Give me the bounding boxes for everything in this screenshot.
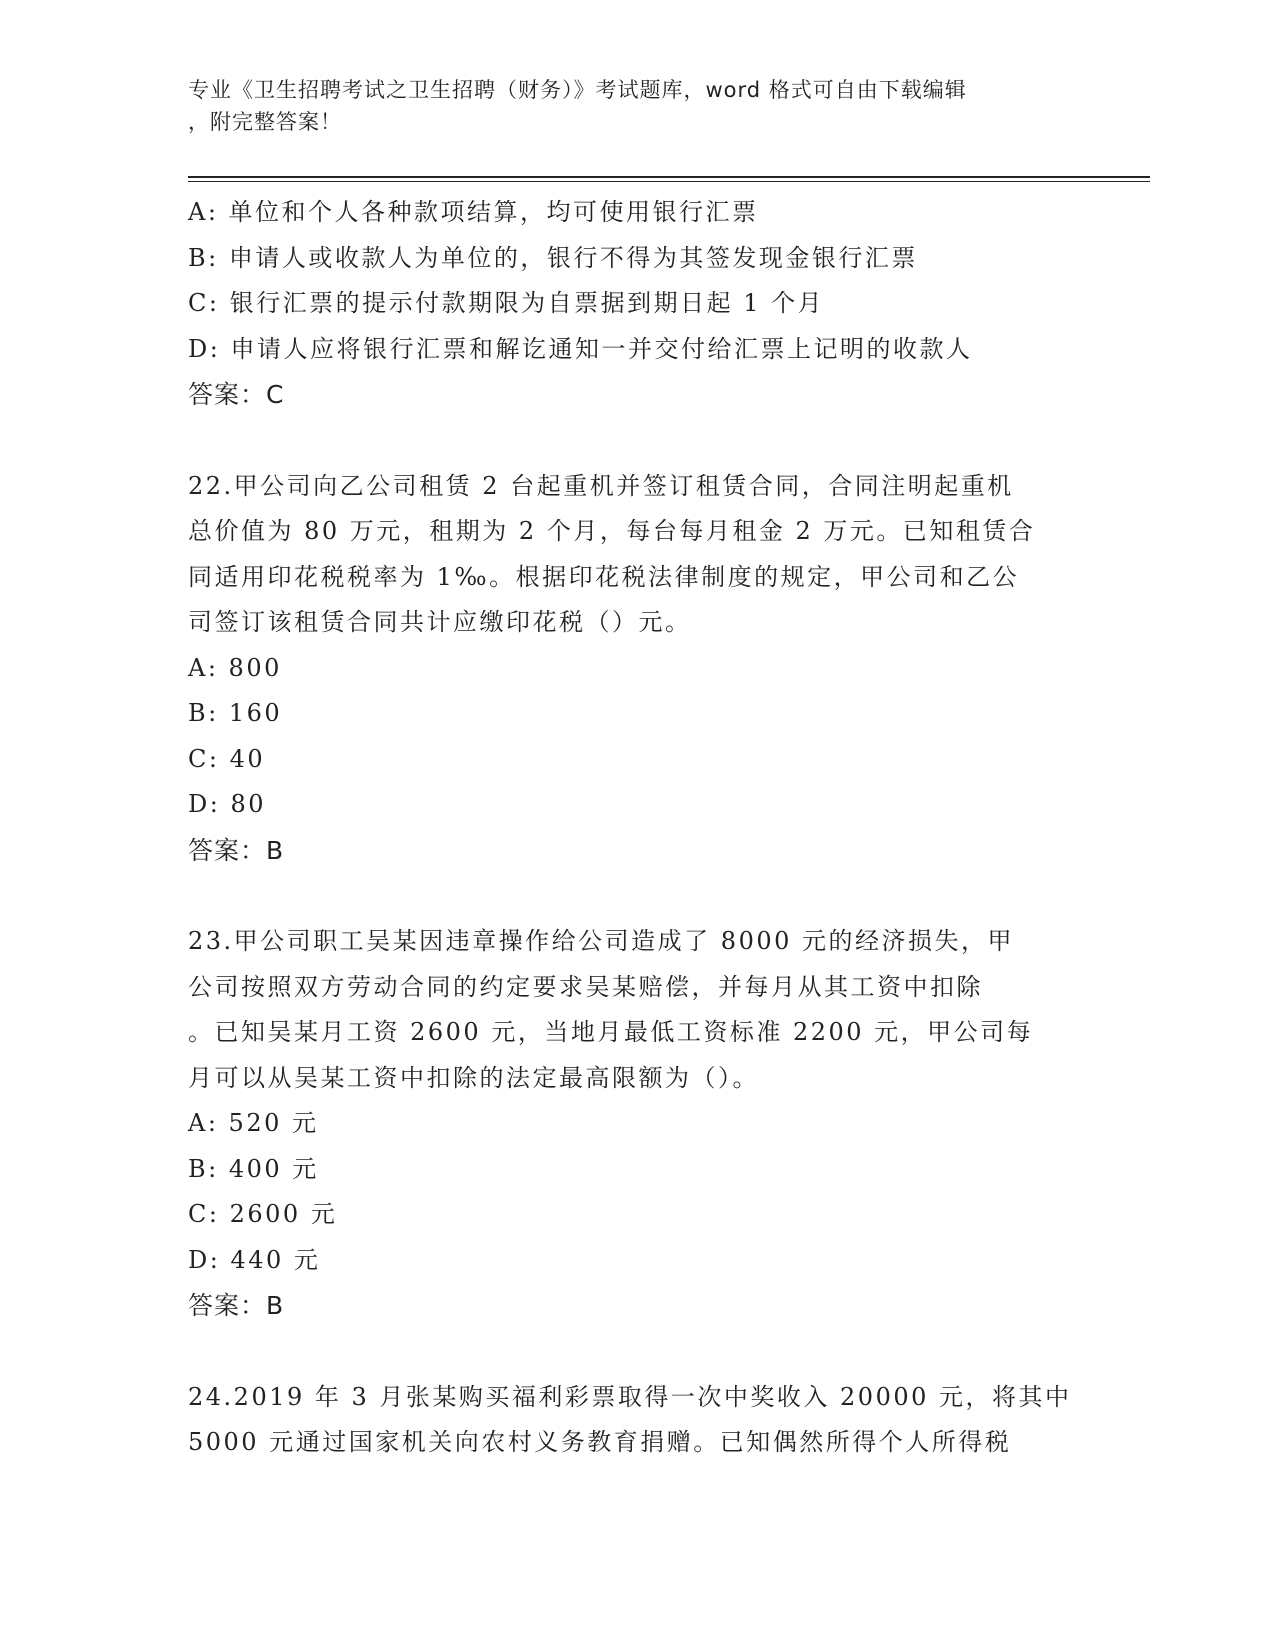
question-list xyxy=(188,190,1088,1466)
question-text-line: 月可以从吴某工资中扣除的法定最高限额为（）。 xyxy=(188,1063,759,1092)
option-a: A: 520 元 xyxy=(188,1109,319,1137)
question-text-line: 司签订该租赁合同共计应缴印花税（）元。 xyxy=(188,608,692,636)
question-spacer xyxy=(188,873,1088,919)
question-spacer xyxy=(188,1329,1088,1375)
question-text-line: 。已知吴某月工资 2600 元，当地月最低工资标准 2200 元，甲公司每 xyxy=(188,1018,1034,1046)
answer-line: 答案：B xyxy=(188,835,285,865)
option-b: B: 申请人或收款人为单位的，银行不得为其签发现金银行汇票 xyxy=(188,243,918,272)
question-text-line: 22.甲公司向乙公司租赁 2 台起重机并签订租赁合同，合同注明起重机 xyxy=(188,471,1014,500)
document-header xyxy=(188,74,1088,138)
option-a: A: 800 xyxy=(188,653,282,682)
option-b: B: 400 元 xyxy=(188,1154,319,1183)
question-24 xyxy=(188,1375,1088,1466)
answer-line: 答案：B xyxy=(188,1291,285,1320)
question-text-line: 总价值为 80 万元，租期为 2 个月，每台每月租金 2 万元。已知租赁合 xyxy=(188,517,1036,545)
question-22 xyxy=(188,464,1088,874)
option-b: B: 160 xyxy=(188,699,283,727)
question-text-line: 同适用印花税税率为 1‰。根据印花税法律制度的规定，甲公司和乙公 xyxy=(188,562,1020,591)
option-a: A: 单位和个人各种款项结算，均可使用银行汇票 xyxy=(188,198,759,226)
option-d: D: 80 xyxy=(188,790,266,818)
question-spacer xyxy=(188,418,1088,464)
question-text-line: 24.2019 年 3 月张某购买福利彩票取得一次中奖收入 20000 元，将其中 xyxy=(188,1382,1072,1411)
header-divider xyxy=(188,176,1150,182)
question-21 xyxy=(188,190,1088,418)
option-c: C: 40 xyxy=(188,744,266,773)
option-d: D: 440 元 xyxy=(188,1245,321,1274)
question-text-line: 5000 元通过国家机关向农村义务教育捐赠。已知偶然所得个人所得税 xyxy=(188,1428,1012,1456)
answer-line: 答案：C xyxy=(188,380,285,409)
question-text-line: 公司按照双方劳动合同的约定要求吴某赔偿，并每月从其工资中扣除 xyxy=(188,972,983,1001)
header-line-1: 专业《卫生招聘考试之卫生招聘（财务）》考试题库，word 格式可自由下载编辑 xyxy=(188,78,967,102)
question-23 xyxy=(188,919,1088,1329)
question-text-line: 23.甲公司职工吴某因违章操作给公司造成了 8000 元的经济损失，甲 xyxy=(188,927,1015,955)
header-line-2: ，附完整答案！ xyxy=(188,110,342,134)
option-c: C: 银行汇票的提示付款期限为自票据到期日起 1 个月 xyxy=(188,289,825,317)
option-c: C: 2600 元 xyxy=(188,1200,338,1228)
option-d: D: 申请人应将银行汇票和解讫通知一并交付给汇票上记明的收款人 xyxy=(188,334,973,363)
